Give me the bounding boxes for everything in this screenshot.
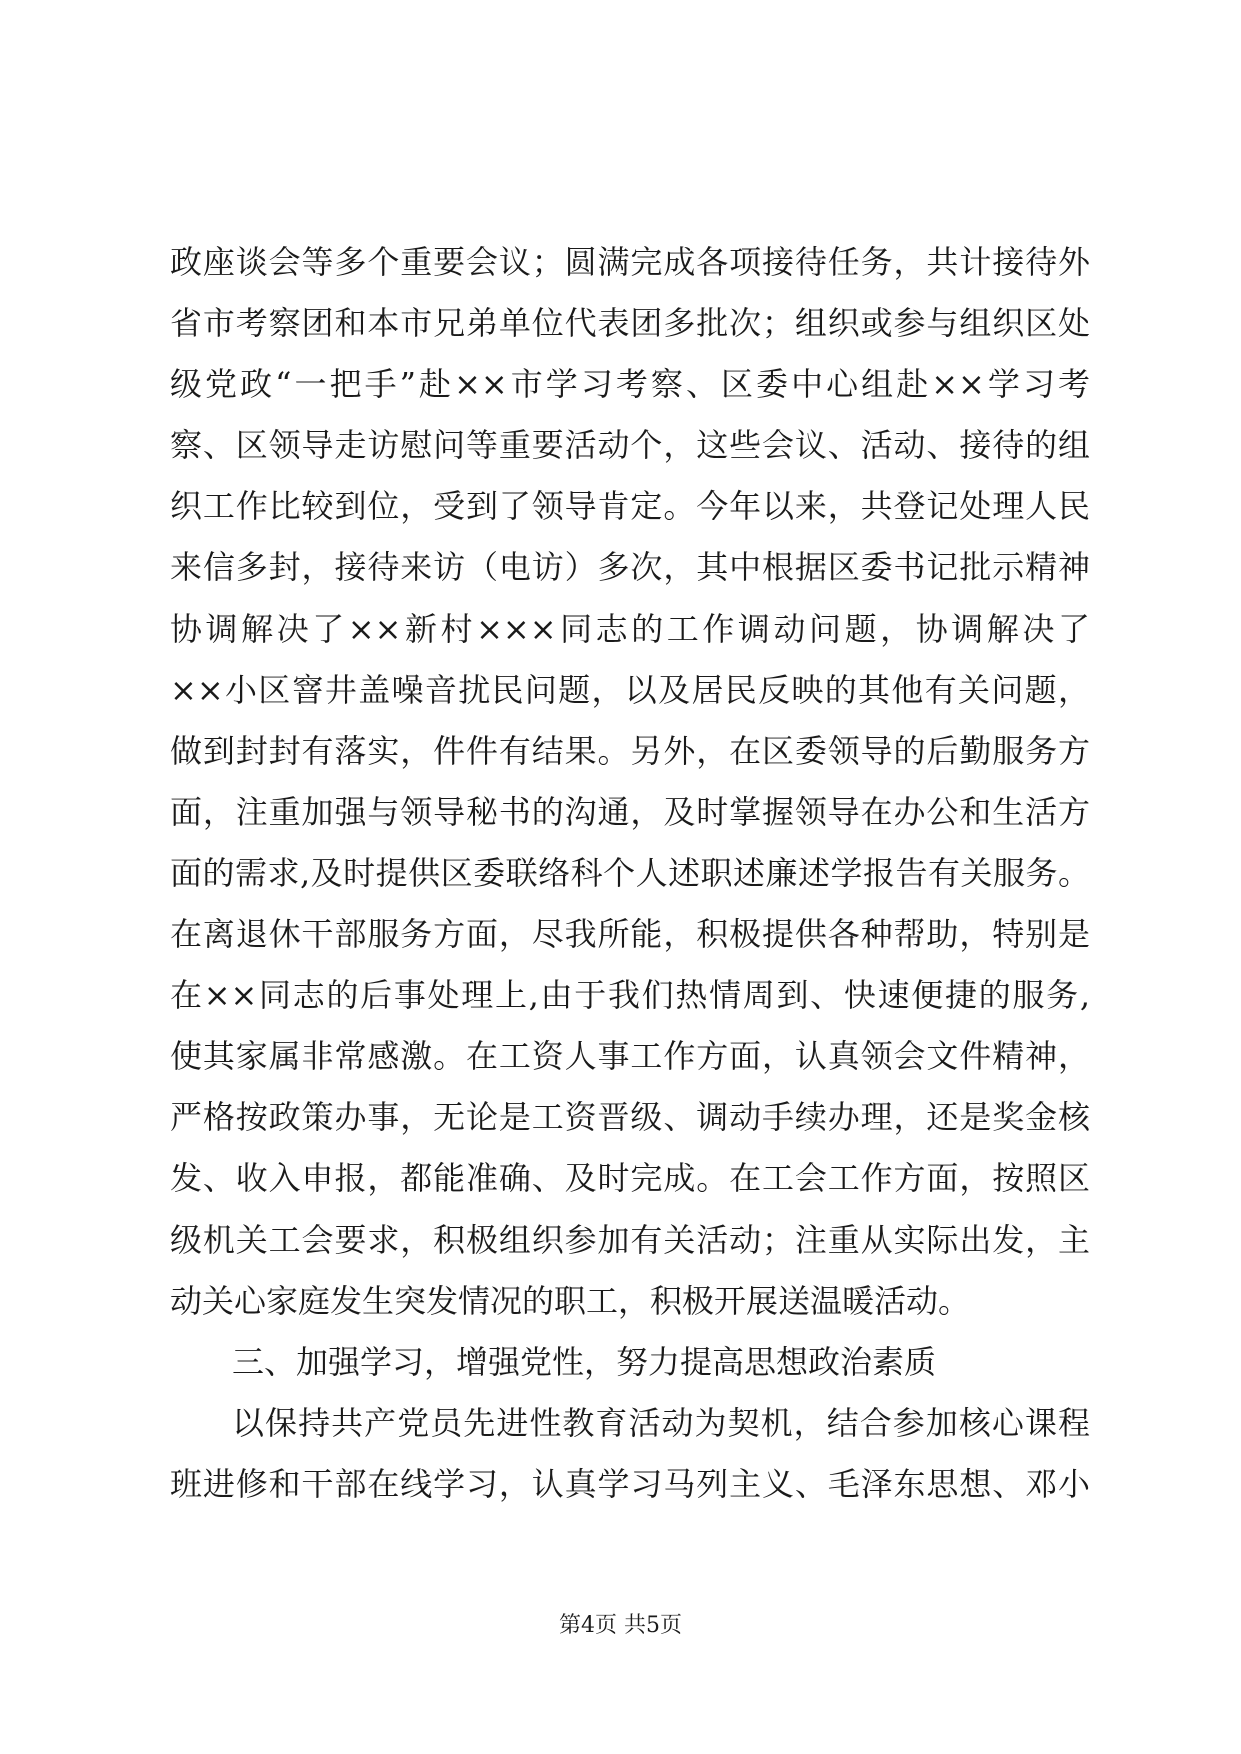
text-line: 面，注重加强与领导秘书的沟通，及时掌握领导在办公和生活方 (170, 792, 1090, 831)
text-line: 政座谈会等多个重要会议；圆满完成各项接待任务，共计接待外 (170, 243, 1090, 281)
document-body (170, 232, 1090, 1515)
text-line: 面的需求,及时提供区委联络科个人述职述廉述学报告有关服务。 (170, 853, 1090, 892)
text-line: 以保持共产党员先进性教育活动为契机，结合参加核心课程 (232, 1403, 1090, 1442)
text-line: 使其家属非常感激。在工资人事工作方面，认真领会文件精神， (170, 1037, 1090, 1076)
text-line: 省市考察团和本市兄弟单位代表团多批次；组织或参与组织区处 (170, 304, 1090, 343)
section-heading: 三、加强学习，增强党性，努力提高思想政治素质 (232, 1342, 937, 1381)
text-line: 动关心家庭发生突发情况的职工，积极开展送温暖活动。 (170, 1281, 971, 1320)
text-line: 织工作比较到位，受到了领导肯定。今年以来，共登记处理人民 (170, 487, 1090, 526)
text-line: 在离退休干部服务方面，尽我所能，积极提供各种帮助，特别是 (170, 915, 1090, 954)
text-line: 发、收入申报，都能准确、及时完成。在工会工作方面，按照区 (170, 1159, 1090, 1198)
page-number-footer: 第4页 共5页 (559, 1613, 682, 1638)
text-line: 察、区领导走访慰问等重要活动个，这些会议、活动、接待的组 (170, 426, 1090, 465)
text-line: 级机关工会要求，积极组织参加有关活动；注重从实际出发，主 (170, 1220, 1090, 1259)
text-line: 严格按政策办事，无论是工资晋级、调动手续办理，还是奖金核 (170, 1098, 1090, 1137)
text-line: 做到封封有落实，件件有结果。另外，在区委领导的后勤服务方 (170, 731, 1090, 770)
text-line: 在××同志的后事处理上,由于我们热情周到、快速便捷的服务, (170, 976, 1090, 1015)
text-line: 来信多封，接待来访（电访）多次，其中根据区委书记批示精神 (170, 548, 1090, 587)
text-line: ××小区窨井盖噪音扰民问题，以及居民反映的其他有关问题， (170, 670, 1090, 709)
text-line: 班进修和干部在线学习，认真学习马列主义、毛泽东思想、邓小 (170, 1464, 1090, 1503)
text-line: 协调解决了××新村×××同志的工作调动问题，协调解决了 (170, 609, 1090, 648)
text-line: 级党政“一把手”赴××市学习考察、区委中心组赴××学习考 (170, 365, 1090, 404)
